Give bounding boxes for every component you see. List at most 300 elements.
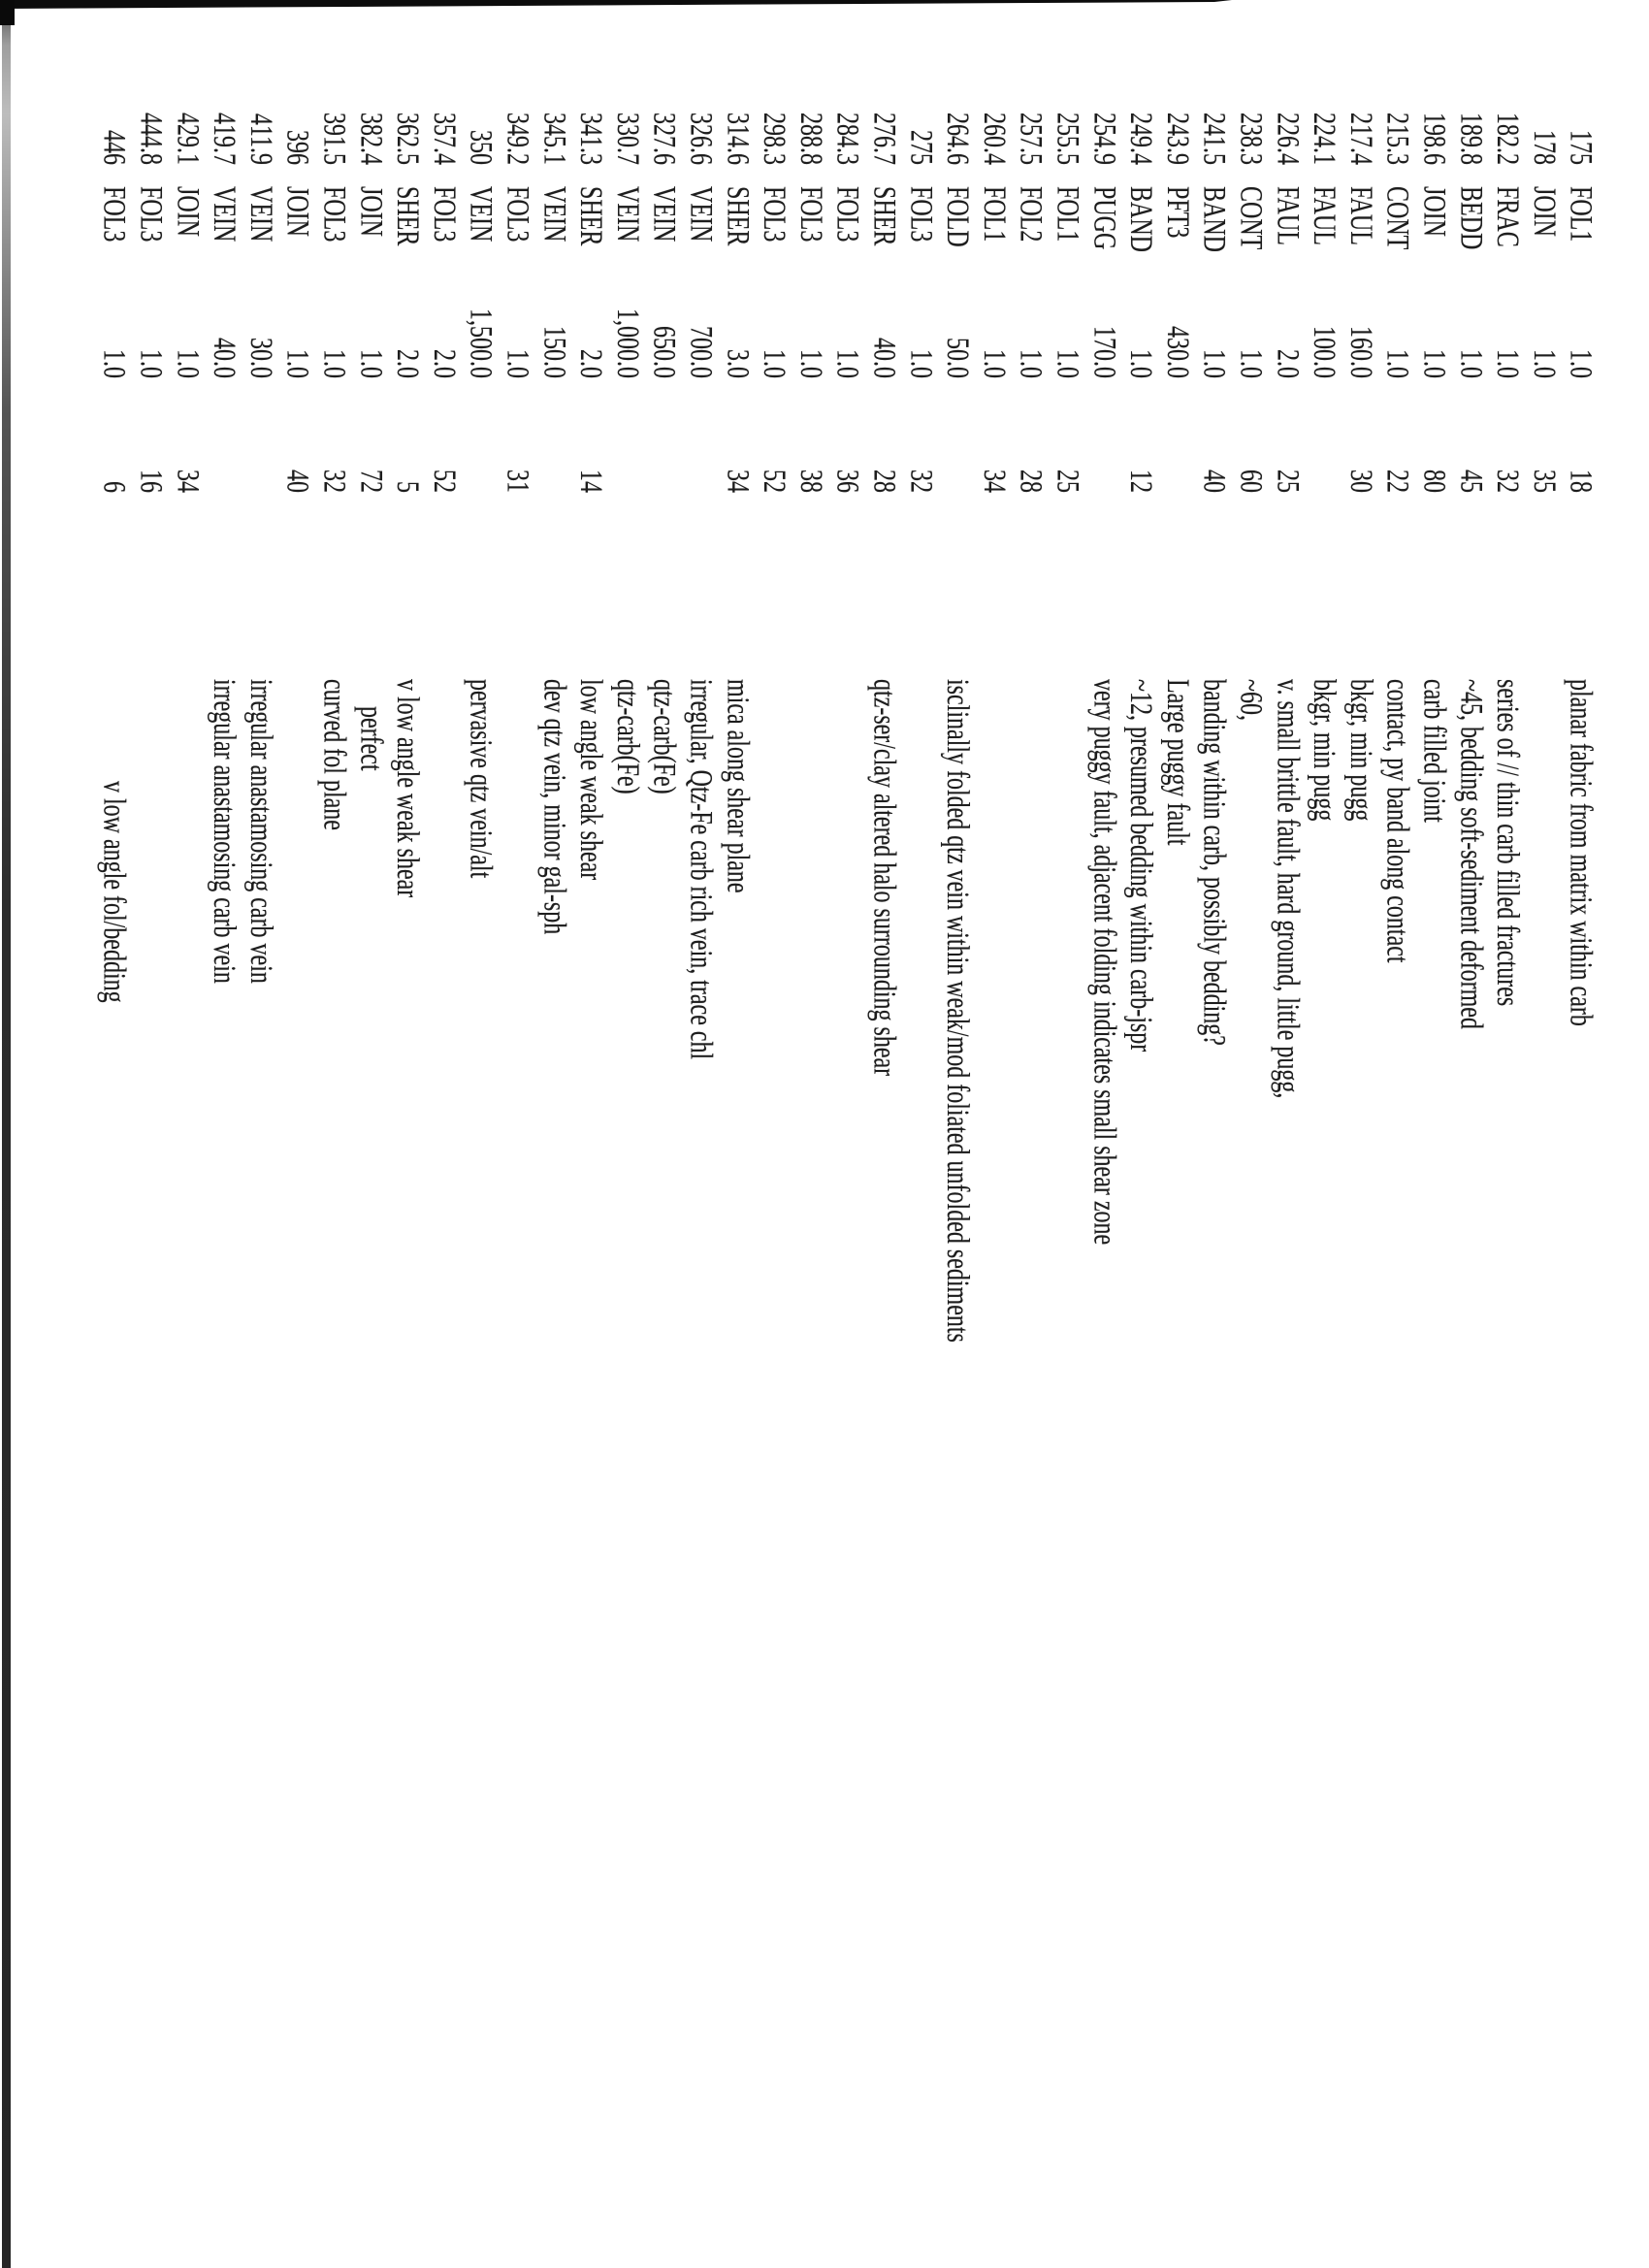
comment-cell: qtz-carb(Fe) [646, 679, 681, 794]
depth-cell: 326.6 [683, 113, 718, 165]
depth-cell: 243.9 [1159, 113, 1194, 165]
dip-cell: 34 [720, 470, 755, 493]
log-table [80, 93, 1599, 1451]
code-cell: PUGG [1086, 186, 1121, 250]
spacer-cell [242, 493, 278, 679]
code-cell: FOL3 [316, 186, 351, 243]
dip-cell: 28 [1013, 470, 1048, 493]
value-cell: 2.0 [572, 349, 608, 378]
spacer-cell [1232, 493, 1269, 679]
spacer-cell [95, 165, 132, 186]
comment-cell: ~12, presumed bedding within carb-jspr [1122, 679, 1158, 1053]
comment-cell: banding within carb, possibly bedding? [1196, 679, 1231, 1046]
value-cell: 1,000.0 [609, 308, 644, 378]
spacer-cell [95, 493, 132, 679]
spacer-cell [462, 493, 499, 679]
dip-cell [535, 378, 572, 493]
depth-cell: 396 [279, 130, 314, 165]
comment-cell [1049, 679, 1085, 1451]
spacer-cell [719, 493, 756, 679]
depth-cell: 288.8 [792, 113, 827, 165]
comment-cell [278, 679, 315, 1451]
spacer-cell [1489, 493, 1526, 679]
depth-cell: 178 [1526, 130, 1561, 165]
code-cell: SHER [572, 186, 608, 246]
code-cell: JOIN [170, 186, 205, 237]
depth-cell: 419.7 [206, 113, 242, 165]
value-cell: 3.0 [720, 349, 755, 378]
comment-cell: curved fol plane [316, 679, 351, 830]
depth-cell: 241.5 [1196, 113, 1231, 165]
spacer-cell [1049, 493, 1085, 679]
code-cell: FOL3 [829, 186, 864, 243]
code-cell: VEIN [536, 186, 571, 243]
spacer-cell [169, 493, 206, 679]
spacer-cell [206, 493, 242, 679]
code-cell: VEIN [206, 186, 242, 243]
spacer-cell [1378, 165, 1415, 186]
spacer-cell [389, 165, 426, 186]
comment-cell: ~45, bedding soft-sediment deformed [1453, 679, 1488, 1029]
spacer-cell [132, 493, 169, 679]
table-row [1049, 93, 1085, 1451]
value-cell: 1.0 [96, 349, 131, 378]
dip-cell: 14 [572, 470, 608, 493]
comment-cell: carb filled joint [1416, 679, 1451, 823]
spacer-cell [1158, 493, 1195, 679]
depth-cell: 224.1 [1306, 113, 1342, 165]
spacer-cell [1415, 165, 1452, 186]
depth-cell: 444.8 [133, 113, 168, 165]
code-cell: FOL3 [756, 186, 792, 243]
code-cell: BAND [1196, 186, 1231, 253]
dip-cell: 28 [866, 470, 901, 493]
table-row [169, 93, 206, 1451]
value-cell: 1.0 [1122, 349, 1158, 378]
table-row [792, 93, 828, 1451]
dip-cell: 5 [389, 481, 425, 493]
spacer-cell [1049, 165, 1085, 186]
spacer-cell [169, 165, 206, 186]
value-cell: 1.0 [500, 349, 534, 378]
depth-cell: 198.6 [1416, 113, 1451, 165]
table-row [608, 93, 645, 1451]
spacer-cell [1122, 493, 1159, 679]
dip-cell [939, 378, 976, 493]
comment-cell [828, 679, 865, 1451]
depth-cell: 382.4 [353, 113, 388, 165]
depth-cell: 298.3 [756, 113, 792, 165]
table-row [1269, 93, 1306, 1451]
table-row [1232, 93, 1269, 1451]
code-cell: VEIN [683, 186, 718, 243]
table-row [132, 93, 169, 1451]
spacer-cell [572, 493, 609, 679]
dip-cell: 52 [426, 470, 461, 493]
comment-cell [902, 679, 939, 1451]
value-cell: 40.0 [206, 338, 242, 378]
code-cell: VEIN [463, 186, 498, 243]
depth-cell: 349.2 [500, 113, 534, 165]
spacer-cell [1158, 165, 1195, 186]
depth-cell: 446 [96, 130, 131, 165]
depth-cell: 350 [463, 130, 498, 165]
spacer-cell [645, 165, 682, 186]
dip-cell: 35 [1526, 470, 1561, 493]
dip-cell: 45 [1453, 470, 1488, 493]
table-row [1306, 93, 1342, 1451]
comment-cell: qtz-ser/clay altered halo surrounding shear [866, 679, 901, 1077]
comment-cell [499, 679, 535, 1451]
dip-cell [1158, 378, 1195, 493]
spacer-cell [1525, 165, 1562, 186]
dip-cell [1306, 378, 1342, 493]
depth-cell: 276.7 [866, 113, 901, 165]
comment-cell: pervasive qtz vein/alt [463, 679, 498, 879]
value-cell: 1.0 [1416, 349, 1451, 378]
comment-cell [756, 679, 792, 1451]
dip-cell: 34 [170, 470, 205, 493]
spacer-cell [499, 165, 535, 186]
value-cell: 1.0 [353, 349, 388, 378]
spacer-cell [975, 165, 1012, 186]
value-cell: 2.0 [389, 349, 425, 378]
table-row [682, 93, 719, 1451]
scan-artifact-left-edge [2, 0, 11, 2268]
comment-cell: contact, py band along contact [1379, 679, 1414, 963]
comment-cell: v. small brittle fault, hard ground, little pugg, [1270, 679, 1305, 1099]
spacer-cell [1489, 165, 1526, 186]
table-row [1415, 93, 1452, 1451]
value-cell: 2.0 [426, 349, 461, 378]
spacer-cell [572, 165, 609, 186]
comment-cell: irregular anastamosing carb vein [242, 679, 277, 984]
table-row [1525, 93, 1562, 1451]
code-cell: FOL3 [792, 186, 827, 243]
value-cell: 1.0 [756, 349, 792, 378]
code-cell: SHER [389, 186, 425, 246]
spacer-cell [1452, 165, 1489, 186]
dip-cell: 40 [1196, 470, 1231, 493]
table-row [1085, 93, 1122, 1451]
comment-cell [975, 679, 1012, 1451]
dip-cell: 34 [976, 470, 1011, 493]
dip-cell [462, 378, 499, 493]
spacer-cell [608, 493, 645, 679]
value-cell: 50.0 [939, 338, 975, 378]
spacer-cell [1452, 493, 1489, 679]
code-cell: FOL3 [96, 186, 131, 243]
value-cell: 1.0 [1233, 349, 1268, 378]
table-row [206, 93, 242, 1451]
table-row [1012, 93, 1049, 1451]
spacer-cell [792, 165, 828, 186]
table-row [902, 93, 939, 1451]
spacer-cell [389, 493, 426, 679]
comment-cell [1525, 679, 1562, 1451]
spacer-cell [865, 165, 902, 186]
value-cell: 1.0 [133, 349, 168, 378]
code-cell: FOL3 [133, 186, 168, 243]
table-row [1562, 93, 1599, 1451]
table-row [1342, 93, 1378, 1451]
dip-cell: 25 [1270, 470, 1305, 493]
comment-cell [132, 679, 169, 1451]
spacer-cell [645, 493, 682, 679]
spacer-cell [315, 493, 352, 679]
comment-cell: perfect [353, 706, 388, 771]
comment-cell: irregular, Qtz-Fe carb rich vein, trace chl [683, 679, 718, 1060]
spacer-cell [608, 165, 645, 186]
dip-cell [645, 378, 682, 493]
depth-cell: 238.3 [1233, 113, 1268, 165]
value-cell: 1.0 [316, 349, 351, 378]
spacer-cell [278, 493, 315, 679]
spacer-cell [1012, 165, 1049, 186]
value-cell: 1.0 [1196, 349, 1231, 378]
spacer-cell [425, 165, 462, 186]
code-cell: FOL1 [1050, 186, 1084, 243]
comment-cell: dev qtz vein, minor gal-sph [536, 679, 571, 935]
depth-cell: 327.6 [646, 113, 681, 165]
code-cell: FAUL [1306, 186, 1342, 245]
value-cell: 1.0 [170, 349, 205, 378]
code-cell: JOIN [353, 186, 388, 237]
dip-cell: 18 [1563, 470, 1598, 493]
spacer-cell [315, 165, 352, 186]
comment-cell: mica along shear plane [720, 679, 755, 893]
spacer-cell [828, 165, 865, 186]
table-row [352, 93, 389, 1451]
value-cell: 2.0 [1270, 349, 1305, 378]
spacer-cell [462, 165, 499, 186]
code-cell: FOL2 [1013, 186, 1048, 243]
value-cell: 1.0 [903, 349, 938, 378]
comment-cell: bkgr, min pugg [1306, 679, 1342, 822]
spacer-cell [939, 165, 976, 186]
spacer-cell [1195, 165, 1232, 186]
spacer-cell [1562, 165, 1599, 186]
spacer-cell [1415, 493, 1452, 679]
depth-cell: 255.5 [1050, 113, 1084, 165]
spacer-cell [939, 493, 976, 679]
value-cell: 430.0 [1159, 326, 1194, 378]
comment-cell: v low angle weak shear [389, 679, 425, 898]
spacer-cell [1012, 493, 1049, 679]
depth-cell: 314.6 [720, 113, 755, 165]
table-row [535, 93, 572, 1451]
code-cell: VEIN [242, 186, 277, 243]
code-cell: JOIN [279, 186, 314, 237]
code-cell: FOLD [939, 186, 975, 247]
code-cell: FRAC [1489, 186, 1525, 247]
value-cell: 1.0 [1526, 349, 1561, 378]
spacer-cell [975, 493, 1012, 679]
spacer-cell [902, 165, 939, 186]
table-row [462, 93, 499, 1451]
depth-cell: 254.9 [1086, 113, 1121, 165]
spacer-cell [792, 493, 828, 679]
depth-cell: 175 [1563, 130, 1598, 165]
spacer-cell [1195, 493, 1232, 679]
depth-cell: 345.1 [536, 113, 571, 165]
comment-cell: very puggy fault, adjacent folding indicates small shear zone [1086, 679, 1121, 1246]
table-row [1158, 93, 1195, 1451]
comment-cell: planar fabric from matrix within carb [1563, 679, 1598, 1026]
code-cell: FOL3 [903, 186, 938, 243]
spacer-cell [1306, 165, 1342, 186]
spacer-cell [828, 493, 865, 679]
dip-cell [242, 378, 278, 493]
depth-cell: 284.3 [829, 113, 864, 165]
depth-cell: 182.2 [1489, 113, 1525, 165]
dip-cell [1085, 378, 1122, 493]
comment-cell [169, 679, 206, 1451]
value-cell: 1.0 [279, 349, 314, 378]
table-row [572, 93, 609, 1451]
dip-cell: 31 [500, 470, 534, 493]
dip-cell: 12 [1122, 470, 1158, 493]
code-cell: FAUL [1270, 186, 1305, 245]
spacer-cell [682, 165, 719, 186]
table-row [1489, 93, 1526, 1451]
code-cell: SHER [866, 186, 901, 246]
code-cell: BEDD [1453, 186, 1488, 250]
depth-cell: 189.8 [1453, 113, 1488, 165]
spacer-cell [682, 493, 719, 679]
depth-cell: 217.4 [1342, 113, 1377, 165]
comment-cell: irregular anastamosing carb vein [206, 679, 242, 984]
spacer-cell [1122, 165, 1159, 186]
depth-cell: 341.3 [572, 113, 608, 165]
dip-cell: 25 [1050, 470, 1084, 493]
code-cell: FOL1 [1563, 186, 1598, 243]
code-cell: VEIN [646, 186, 681, 243]
value-cell: 150.0 [536, 326, 571, 378]
dip-cell: 80 [1416, 470, 1451, 493]
spacer-cell [1085, 493, 1122, 679]
spacer-cell [865, 493, 902, 679]
comment-cell: low angle weak shear [572, 679, 608, 881]
value-cell: 1.0 [792, 349, 827, 378]
depth-cell: 391.5 [316, 113, 351, 165]
dip-cell: 32 [903, 470, 938, 493]
value-cell: 1.0 [1013, 349, 1048, 378]
code-cell: BAND [1122, 186, 1158, 253]
comment-cell: Large puggy fault [1159, 679, 1194, 846]
spacer-cell [499, 493, 535, 679]
dip-cell: 22 [1379, 470, 1414, 493]
code-cell: JOIN [1416, 186, 1451, 237]
spacer-cell [719, 165, 756, 186]
table-row [1195, 93, 1232, 1451]
table-row [865, 93, 902, 1451]
dip-cell: 32 [1489, 470, 1525, 493]
code-cell: CONT [1233, 186, 1268, 250]
value-cell: 100.0 [1306, 326, 1342, 378]
depth-cell: 249.4 [1122, 113, 1158, 165]
table-row [315, 93, 352, 1451]
table-row [95, 93, 132, 1451]
code-cell: PFT3 [1159, 186, 1194, 239]
value-cell: 160.0 [1342, 326, 1377, 378]
value-cell: 700.0 [683, 326, 718, 378]
dip-cell: 38 [792, 470, 827, 493]
code-cell: CONT [1379, 186, 1414, 250]
spacer-cell [1269, 493, 1306, 679]
spacer-cell [1525, 493, 1562, 679]
table-row [939, 93, 976, 1451]
value-cell: 650.0 [646, 326, 681, 378]
value-cell: 170.0 [1086, 326, 1121, 378]
table-row [719, 93, 756, 1451]
dip-cell: 72 [353, 470, 388, 493]
dip-cell [682, 378, 719, 493]
depth-cell: 257.5 [1013, 113, 1048, 165]
spacer-cell [535, 165, 572, 186]
depth-cell: 357.4 [426, 113, 461, 165]
value-cell: 1.0 [1489, 349, 1525, 378]
comment-cell: v low angle fol/bedding [96, 781, 131, 1003]
value-cell: 1.0 [1050, 349, 1084, 378]
dip-cell [206, 378, 242, 493]
table-row [828, 93, 865, 1451]
table-row [1452, 93, 1489, 1451]
value-cell: 30.0 [242, 338, 277, 378]
table-row [499, 93, 535, 1451]
depth-cell: 215.3 [1379, 113, 1414, 165]
spacer-cell [352, 493, 389, 679]
code-cell: JOIN [1526, 186, 1561, 237]
spacer-cell [1378, 493, 1415, 679]
table-row [389, 93, 426, 1451]
spacer-cell [1562, 493, 1599, 679]
table-row [975, 93, 1012, 1451]
spacer-cell [352, 165, 389, 186]
spacer-cell [1085, 165, 1122, 186]
spacer-cell [132, 165, 169, 186]
spacer-cell [756, 493, 792, 679]
spacer-cell [278, 165, 315, 186]
comment-cell: bkgr, min pugg [1342, 679, 1377, 822]
spacer-cell [1342, 165, 1378, 186]
depth-cell: 411.9 [242, 113, 277, 165]
comment-cell: qtz-carb(Fe) [609, 679, 644, 794]
value-cell: 1.0 [1379, 349, 1414, 378]
table-row [278, 93, 315, 1451]
code-cell: FOL3 [500, 186, 534, 243]
dip-cell: 30 [1342, 470, 1377, 493]
value-cell: 40.0 [866, 338, 901, 378]
dip-cell: 52 [756, 470, 792, 493]
table-row [425, 93, 462, 1451]
scan-artifact-top-edge [0, 0, 1232, 9]
table-row [1378, 93, 1415, 1451]
comment-cell: isclinally folded qtz vein within weak/mod foliated unfolded sediments [939, 679, 975, 1343]
spacer-cell [1306, 493, 1342, 679]
spacer-cell [535, 493, 572, 679]
scan-artifact-corner [0, 0, 15, 25]
comment-cell: ~60, [1233, 679, 1268, 721]
spacer-cell [1269, 165, 1306, 186]
spacer-cell [1232, 165, 1269, 186]
depth-cell: 264.6 [939, 113, 975, 165]
depth-cell: 275 [903, 130, 938, 165]
code-cell: FAUL [1342, 186, 1377, 245]
code-cell: VEIN [609, 186, 644, 243]
table-row [1122, 93, 1159, 1451]
spacer-cell [756, 165, 792, 186]
